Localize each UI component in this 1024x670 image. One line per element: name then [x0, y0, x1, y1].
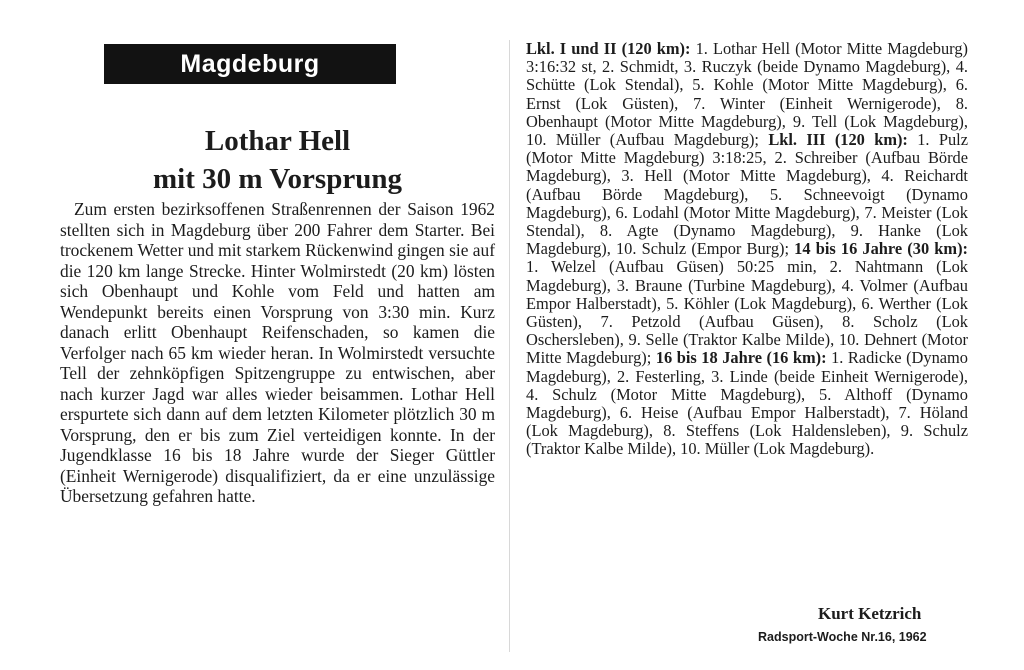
results-class-3: 1. Welzel (Aufbau Güsen) 50:25 min, 2. Nahtmann (Lok Magdeburg), 3. Braune (Turbine Magdeburg), 4. Volmer (Aufbau Empor Halberstadt), 5. Köhler (Lok Magdeburg), 6. Werther (Lok Güsten), 7. Petzold (Aufbau Güsen), 8. Scholz (Lok Oschersleben), 9. Selle (Traktor Kalbe Milde), 10. Dehnert (Motor Mitte Magdeburg);: [526, 257, 968, 368]
results-class-3-label: 14 bis 16 Jahre (30 km):: [794, 239, 968, 259]
column-divider: [509, 40, 510, 652]
article-paragraph: Zum ersten bezirksoffenen Straßenrennen der Saison 1962 stellten sich in Magdeburg über 200 Fahrer dem Starter. Bei trockenem Wetter und mit starkem Rückenwind gingen sie auf die 120 km lange Strecke. Hinter Wolmirstedt (20 km) lösten sich Obenhaupt und Kohle vom Feld und hatten am Wendepunkt bereits einen Vorsprung von 3:30 min. Kurz danach erlitt Obenhaupt Reifenschaden, so kamen die Verfolger nach 65 km wieder heran. In Wolmirstedt versuchte Tell der zehnköpfigen Spitzengruppe zu entwischen, aber nach kurzer Jagd war alles wieder beisammen. Lothar Hell erspurtete sich dann auf dem letzten Kilometer plötzlich 30 m Vorsprung, den er bis zum Ziel verteidigen konnte. In der Jugendklasse 16 bis 18 Jahre wurde der Sieger Güttler (Einheit Wernigerode) disqualifiziert, da er eine unzulässige Übersetzung gefahren hatte.: [60, 199, 495, 506]
results-column: [526, 40, 968, 459]
headline-line-2: mit 30 m Vorsprung: [153, 163, 402, 195]
results-class-4-label: 16 bis 18 Jahre (16 km):: [655, 348, 827, 368]
results-class-1-label: Lkl. I und II (120 km):: [526, 39, 691, 58]
headline-line-1: Lothar Hell: [204, 125, 351, 157]
headline: [60, 122, 495, 198]
section-banner: Magdeburg: [104, 44, 396, 84]
source-caption: Radsport-Woche Nr.16, 1962: [758, 630, 927, 644]
article-body: [60, 199, 495, 507]
author-byline: Kurt Ketzrich: [818, 604, 922, 623]
results-class-2: 1. Pulz (Motor Mitte Magdeburg) 3:18:25, 2. Schreiber (Aufbau Börde Magdeburg), 3. Hell (Motor Mitte Magdeburg), 4. Reichardt (Aufbau Börde Magdeburg), 5. Schneevoigt (Dynamo Magdeburg), 6. Lodahl (Motor Mitte Magdeburg), 7. Meister (Lok Stendal), 8. Agte (Dynamo Magdeburg), 9. Hanke (Lok Magdeburg), 10. Schulz (Empor Burg);: [526, 130, 968, 259]
results-class-2-label: Lkl. III (120 km):: [768, 130, 908, 150]
results-class-4: 1. Radicke (Dynamo Magdeburg), 2. Festerling, 3. Linde (beide Einheit Wernigerode), 4. Schulz (Motor Mitte Magdeburg), 5. Althoff (Dynamo Magdeburg), 6. Heise (Aufbau Empor Halberstadt), 7. Höland (Lok Magdeburg), 8. Steffens (Lok Haldensleben), 9. Schulz (Traktor Kalbe Milde), 10. Müller (Lok Magdeburg).: [526, 348, 968, 459]
results-class-1: 1. Lothar Hell (Motor Mitte Magdeburg) 3:16:32 st, 2. Schmidt, 3. Ruczyk (beide Dynamo Magdeburg), 4. Schütte (Lok Stendal), 5. Kohle (Motor Mitte Magdeburg), 6. Ernst (Lok Güsten), 7. Winter (Einheit Wernigerode), 8. Obenhaupt (Motor Mitte Magdeburg), 9. Tell (Lok Magdeburg), 10. Müller (Aufbau Magdeburg);: [526, 39, 968, 150]
